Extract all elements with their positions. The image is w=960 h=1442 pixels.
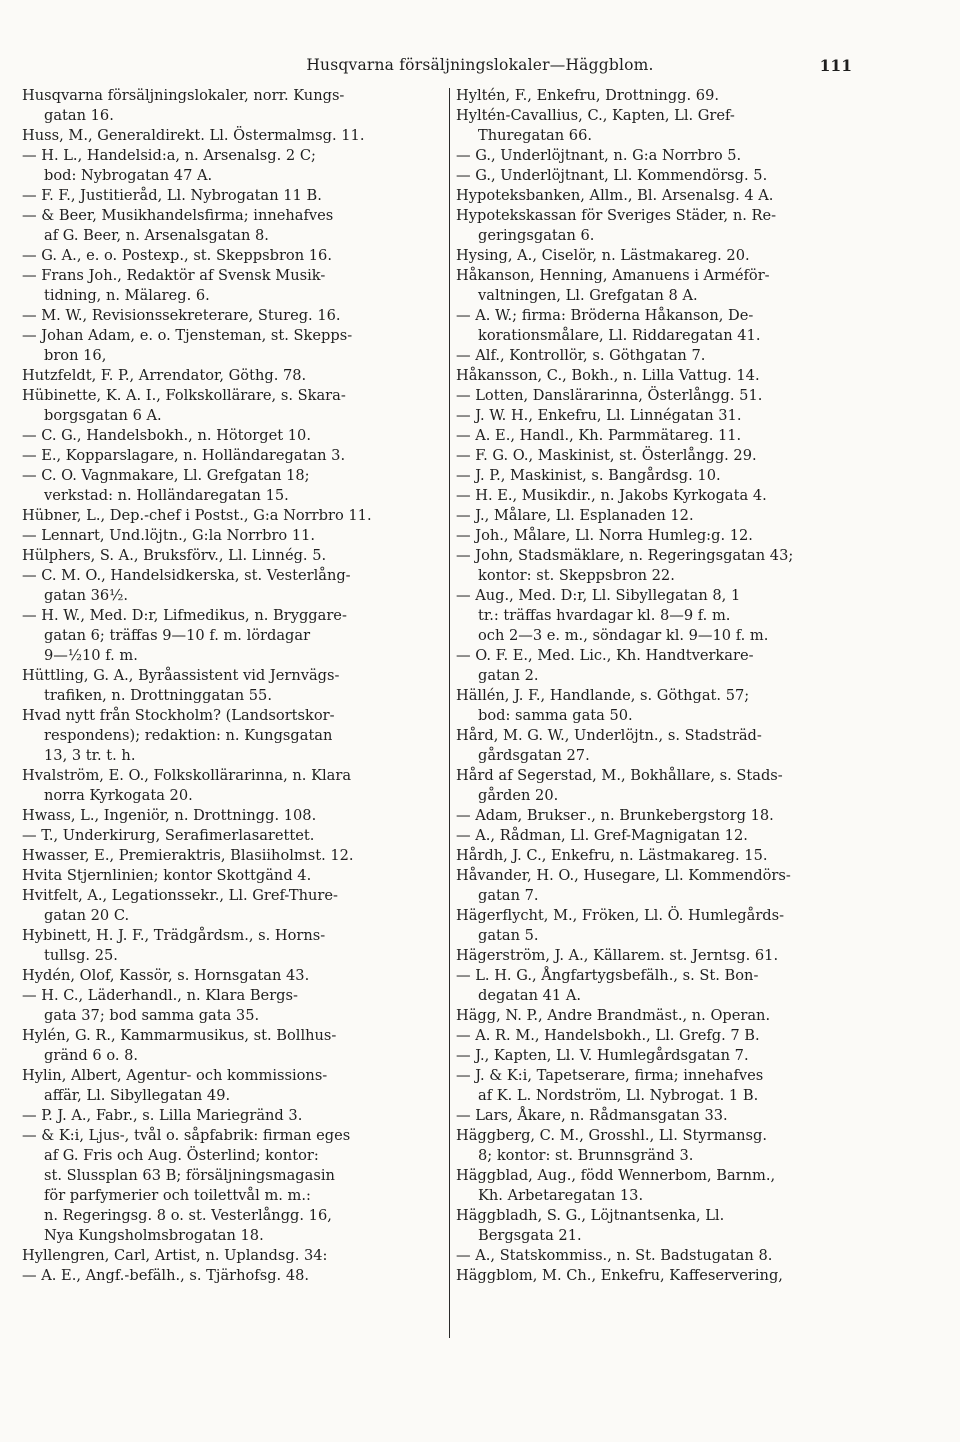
entry-continuation-line: tullsg. 25. — [44, 947, 118, 964]
entry-line: Hyltén, F., Enkefru, Drottningg. 69. — [456, 87, 720, 104]
entry-continuation-line: gatan 7. — [478, 887, 539, 904]
entry-continuation-line: Nya Kungsholmsbrogatan 18. — [44, 1227, 264, 1244]
entry-continuation-line: 9—½10 f. m. — [44, 647, 138, 664]
entry-line: — Aug., Med. D:r, Ll. Sibyllegatan 8, 1 — [456, 587, 741, 604]
running-head: Husqvarna försäljningslokaler—Häggblom. — [306, 56, 654, 74]
entry-continuation-line: af G. Fris och Aug. Österlind; kontor: — [44, 1147, 319, 1164]
entry-continuation-line: gatan 20 C. — [44, 907, 130, 924]
entry-line: Hübner, L., Dep.-chef i Postst., G:a Norrbro 11. — [22, 507, 372, 524]
page-number: 111 — [819, 56, 852, 75]
entry-line: — Alf., Kontrollör, s. Göthgatan 7. — [456, 347, 706, 364]
entry-line: — P. J. A., Fabr., s. Lilla Mariegränd 3. — [22, 1107, 303, 1124]
entry-line: — A. E., Angf.-befälh., s. Tjärhofsg. 48. — [22, 1267, 310, 1284]
entry-continuation-line: degatan 41 A. — [478, 987, 582, 1004]
entry-continuation-line: Thuregatan 66. — [478, 127, 592, 144]
entry-continuation-line: gatan 16. — [44, 107, 114, 124]
entry-line: Hypotekskassan för Sveriges Städer, n. Re- — [456, 207, 777, 224]
entry-line: Hägerström, J. A., Källarem. st. Jerntsg. 61. — [456, 947, 779, 964]
entry-line: Hysing, A., Ciselör, n. Lästmakareg. 20. — [456, 247, 750, 264]
entry-continuation-line: gata 37; bod samma gata 35. — [44, 1007, 260, 1024]
entry-continuation-line: tidning, n. Mälareg. 6. — [44, 287, 210, 304]
entry-line: Hvalström, E. O., Folkskollärarinna, n. Klara — [22, 767, 352, 784]
entry-continuation-line: bod: samma gata 50. — [478, 707, 633, 724]
entry-line: — J. P., Maskinist, s. Bangårdsg. 10. — [456, 467, 721, 484]
left-column — [22, 86, 446, 1286]
entry-line: Häggbladh, S. G., Löjtnantsenka, Ll. — [456, 1207, 725, 1224]
entry-continuation-line: gårdsgatan 27. — [478, 747, 590, 764]
entry-line: Hylin, Albert, Agentur- och kommissions- — [22, 1067, 328, 1084]
entry-continuation-line: 13, 3 tr. t. h. — [44, 747, 136, 764]
entry-line: — M. W., Revisionssekreterare, Stureg. 16. — [22, 307, 341, 324]
entry-continuation-line: af G. Beer, n. Arsenalsgatan 8. — [44, 227, 269, 244]
column-divider — [449, 88, 450, 1338]
entry-line: Hylén, G. R., Kammarmusikus, st. Bollhus- — [22, 1027, 337, 1044]
entry-line: — C. G., Handelsbokh., n. Hötorget 10. — [22, 427, 311, 444]
entry-continuation-line: affär, Ll. Sibyllegatan 49. — [44, 1087, 231, 1104]
entry-line: Hwass, L., Ingeniör, n. Drottningg. 108. — [22, 807, 317, 824]
entry-line: Häggblad, Aug., född Wennerbom, Barnm., — [456, 1167, 776, 1184]
entry-line: — H. E., Musikdir., n. Jakobs Kyrkogata 4. — [456, 487, 767, 504]
entry-line: — J. & K:i, Tapetserare, firma; innehafves — [456, 1067, 764, 1084]
right-column — [456, 86, 906, 1286]
page-header — [0, 56, 960, 78]
entry-line: Hägerflycht, M., Fröken, Ll. Ö. Humlegårds- — [456, 907, 785, 924]
entry-line: — Lotten, Danslärarinna, Österlångg. 51. — [456, 387, 763, 404]
entry-line: Hvad nytt från Stockholm? (Landsortskor- — [22, 707, 335, 724]
entry-line: — E., Kopparslagare, n. Holländaregatan 3. — [22, 447, 346, 464]
entry-line: — & K:i, Ljus-, tvål o. såpfabrik: firman eges — [22, 1127, 351, 1144]
entry-line: — Frans Joh., Redaktör af Svensk Musik- — [22, 267, 326, 284]
entry-line: — A. E., Handl., Kh. Parmmätareg. 11. — [456, 427, 742, 444]
entry-line: — G. A., e. o. Postexp., st. Skeppsbron 16. — [22, 247, 332, 264]
entry-continuation-line: Bergsgata 21. — [478, 1227, 582, 1244]
entry-continuation-line: respondens); redaktion: n. Kungsgatan — [44, 727, 333, 744]
entry-continuation-line: trafiken, n. Drottninggatan 55. — [44, 687, 272, 704]
entry-continuation-line: korationsmålare, Ll. Riddaregatan 41. — [478, 327, 761, 344]
entry-line: Hutzfeldt, F. P., Arrendator, Göthg. 78. — [22, 367, 307, 384]
entry-line: Husqvarna försäljningslokaler, norr. Kungs- — [22, 87, 345, 104]
entry-continuation-line: verkstad: n. Holländaregatan 15. — [44, 487, 289, 504]
entry-line: — Lars, Åkare, n. Rådmansgatan 33. — [456, 1107, 728, 1124]
entry-continuation-line: geringsgatan 6. — [478, 227, 595, 244]
entry-line: — A. R. M., Handelsbokh., Ll. Grefg. 7 B. — [456, 1027, 760, 1044]
entry-continuation-line: tr.: träffas hvardagar kl. 8—9 f. m. — [478, 607, 731, 624]
entry-line: — H. C., Läderhandl., n. Klara Bergs- — [22, 987, 298, 1004]
entry-continuation-line: norra Kyrkogata 20. — [44, 787, 193, 804]
entry-line: — C. M. O., Handelsidkerska, st. Vesterlång- — [22, 567, 351, 584]
entry-continuation-line: och 2—3 e. m., söndagar kl. 9—10 f. m. — [478, 627, 769, 644]
entry-line: Hårdh, J. C., Enkefru, n. Lästmakareg. 15. — [456, 847, 768, 864]
entry-continuation-line: gatan 5. — [478, 927, 539, 944]
entry-line: — Johan Adam, e. o. Tjensteman, st. Skepps- — [22, 327, 353, 344]
entry-line: Håkanson, Henning, Amanuens i Arméför- — [456, 267, 770, 284]
entry-line: Hägg, N. P., Andre Brandmäst., n. Operan. — [456, 1007, 771, 1024]
entry-line: Häggblom, M. Ch., Enkefru, Kaffeservering, — [456, 1267, 783, 1284]
entry-line: Hvita Stjernlinien; kontor Skottgänd 4. — [22, 867, 312, 884]
entry-line: — A. W.; firma: Bröderna Håkanson, De- — [456, 307, 754, 324]
entry-line: — J. W. H., Enkefru, Ll. Linnégatan 31. — [456, 407, 742, 424]
entry-line: Huss, M., Generaldirekt. Ll. Östermalmsg. 11. — [22, 127, 365, 144]
entry-line: Hypoteksbanken, Allm., Bl. Arsenalsg. 4 A. — [456, 187, 774, 204]
entry-continuation-line: gården 20. — [478, 787, 559, 804]
entry-line: — John, Stadsmäklare, n. Regeringsgatan 43; — [456, 547, 794, 564]
entry-line: Hård, M. G. W., Underlöjtn., s. Stadsträd- — [456, 727, 762, 744]
entry-continuation-line: gränd 6 o. 8. — [44, 1047, 139, 1064]
entry-continuation-line: borgsgatan 6 A. — [44, 407, 162, 424]
entry-line: — J., Målare, Ll. Esplanaden 12. — [456, 507, 694, 524]
entry-continuation-line: bron 16, — [44, 347, 107, 364]
entry-line: Hwasser, E., Premieraktris, Blasiiholmst. 12. — [22, 847, 354, 864]
entry-continuation-line: gatan 36½. — [44, 587, 128, 604]
entry-line: — Joh., Målare, Ll. Norra Humleg:g. 12. — [456, 527, 753, 544]
entry-continuation-line: kontor: st. Skeppsbron 22. — [478, 567, 675, 584]
entry-line: Hård af Segerstad, M., Bokhållare, s. Stads- — [456, 767, 783, 784]
entry-line: Hydén, Olof, Kassör, s. Hornsgatan 43. — [22, 967, 310, 984]
entry-continuation-line: bod: Nybrogatan 47 A. — [44, 167, 213, 184]
entry-line: Hülphers, S. A., Bruksförv., Ll. Linnég. 5. — [22, 547, 327, 564]
entry-line: — F. F., Justitieråd, Ll. Nybrogatan 11 B. — [22, 187, 322, 204]
entry-continuation-line: n. Regeringsg. 8 o. st. Vesterlångg. 16, — [44, 1207, 332, 1224]
entry-line: Hällén, J. F., Handlande, s. Göthgat. 57; — [456, 687, 750, 704]
entry-line: Hvitfelt, A., Legationssekr., Ll. Gref-Thure- — [22, 887, 338, 904]
entry-line: — F. G. O., Maskinist, st. Österlångg. 29. — [456, 447, 757, 464]
entry-line: — H. L., Handelsid:a, n. Arsenalsg. 2 C; — [22, 147, 316, 164]
entry-line: — G., Underlöjtnant, n. G:a Norrbro 5. — [456, 147, 742, 164]
entry-line: — L. H. G., Ångfartygsbefälh., s. St. Bon- — [456, 967, 759, 984]
entry-line: Hübinette, K. A. I., Folkskollärare, s. Skara- — [22, 387, 346, 404]
entry-line: Håvander, H. O., Husegare, Ll. Kommendörs- — [456, 867, 791, 884]
entry-line: — Lennart, Und.löjtn., G:la Norrbro 11. — [22, 527, 316, 544]
entry-line: Hyltén-Cavallius, C., Kapten, Ll. Gref- — [456, 107, 735, 124]
entry-continuation-line: gatan 6; träffas 9—10 f. m. lördagar — [44, 627, 311, 644]
entry-continuation-line: valtningen, Ll. Grefgatan 8 A. — [478, 287, 698, 304]
entry-line: — Adam, Bruksег., n. Brunkebergstorg 18. — [456, 807, 774, 824]
entry-line: — & Beer, Musikhandelsfirma; innehafves — [22, 207, 334, 224]
entry-line: Håkansson, C., Bokh., n. Lilla Vattug. 14. — [456, 367, 760, 384]
entry-line: — G., Underlöjtnant, Ll. Kommendörsg. 5. — [456, 167, 768, 184]
entry-line: — C. O. Vagnmakare, Ll. Grefgatan 18; — [22, 467, 310, 484]
entry-continuation-line: gatan 2. — [478, 667, 539, 684]
entry-continuation-line: för parfymerier och toilettvål m. m.: — [44, 1187, 311, 1204]
entry-line: Häggberg, C. M., Grosshl., Ll. Styrmansg. — [456, 1127, 767, 1144]
entry-line: — H. W., Med. D:r, Lifmedikus, n. Bryggare- — [22, 607, 347, 624]
entry-continuation-line: st. Slussplan 63 B; försäljningsmagasin — [44, 1167, 335, 1184]
entry-line: Hyllengren, Carl, Artist, n. Uplandsg. 34: — [22, 1247, 328, 1264]
entry-continuation-line: 8; kontor: st. Brunnsgränd 3. — [478, 1147, 694, 1164]
entry-line: — J., Kapten, Ll. V. Humlegårdsgatan 7. — [456, 1047, 749, 1064]
entry-line: — O. F. E., Med. Lic., Kh. Handtverkare- — [456, 647, 754, 664]
entry-line: — T., Underkirurg, Serafimerlasarettet. — [22, 827, 315, 844]
entry-continuation-line: Kh. Arbetaregatan 13. — [478, 1187, 644, 1204]
entry-line: Hybinett, H. J. F., Trädgårdsm., s. Horns- — [22, 927, 326, 944]
entry-continuation-line: af K. L. Nordström, Ll. Nybrogat. 1 B. — [478, 1087, 759, 1104]
entry-line: — A., Rådman, Ll. Gref-Magnigatan 12. — [456, 827, 748, 844]
entry-line: Hüttling, G. A., Byråassistent vid Jernvägs- — [22, 667, 340, 684]
entry-line: — A., Statskommiss., n. St. Badstugatan 8. — [456, 1247, 773, 1264]
